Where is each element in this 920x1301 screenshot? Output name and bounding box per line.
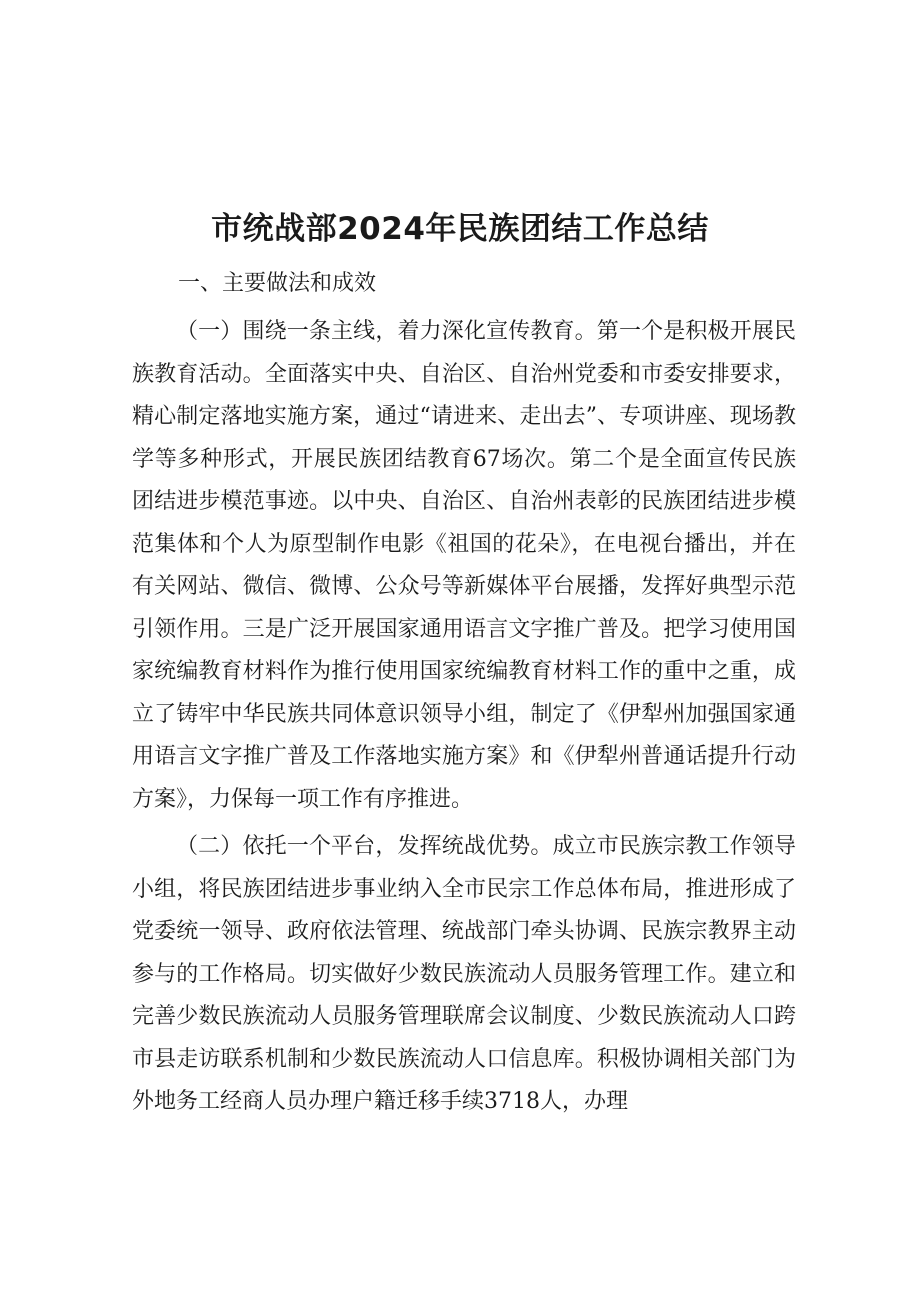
paragraph-2: （二）依托一个平台，发挥统战优势。成立市民族宗教工作领导小组，将民族团结进步事业纳入全市民宗工作总体布局，推进形成了党委统一领导、政府依法管理、统战部门牵头协调、民族宗教界主动参与的工作格局。切实做好少数民族流动人员服务管理工作。建立和完善少数民族流动人员服务管理联席会议制度、少数民族流动人口跨市县走访联系机制和少数民族流动人口信息库。积极协调相关部门为外地务工经商人员办理户籍迁移手续3718人，办理 bbox=[132, 834, 796, 1114]
paragraph-1: （一）围绕一条主线，着力深化宣传教育。第一个是积极开展民族教育活动。全面落实中央、自治区、自治州党委和市委安排要求，精心制定落地实施方案，通过“请进来、走出去”、专项讲座、现场教学等多种形式，开展民族团结教育67场次。第二个是全面宣传民族团结进步模范事迹。以中央、自治区、自治州表彰的民族团结进步模范集体和个人为原型制作电影《祖国的花朵》，在电视台播出，并在有关网站、微信、微博、公众号等新媒体平台展播，发挥好典型示范引领作用。三是广泛开展国家通用语言文字推广普及。把学习使用国家统编教育材料作为推行使用国家统编教育材料工作的重中之重，成立了铸牢中华民族共同体意识领导小组，制定了《伊犁州加强国家通用语言文字推广普及工作落地实施方案》和《伊犁州普通话提升行动方案》，力保每一项工作有序推进。 bbox=[132, 319, 796, 812]
section-heading: 一、主要做法和成效 bbox=[178, 271, 377, 296]
document-title: 市统战部2024年民族团结工作总结 bbox=[211, 211, 709, 247]
